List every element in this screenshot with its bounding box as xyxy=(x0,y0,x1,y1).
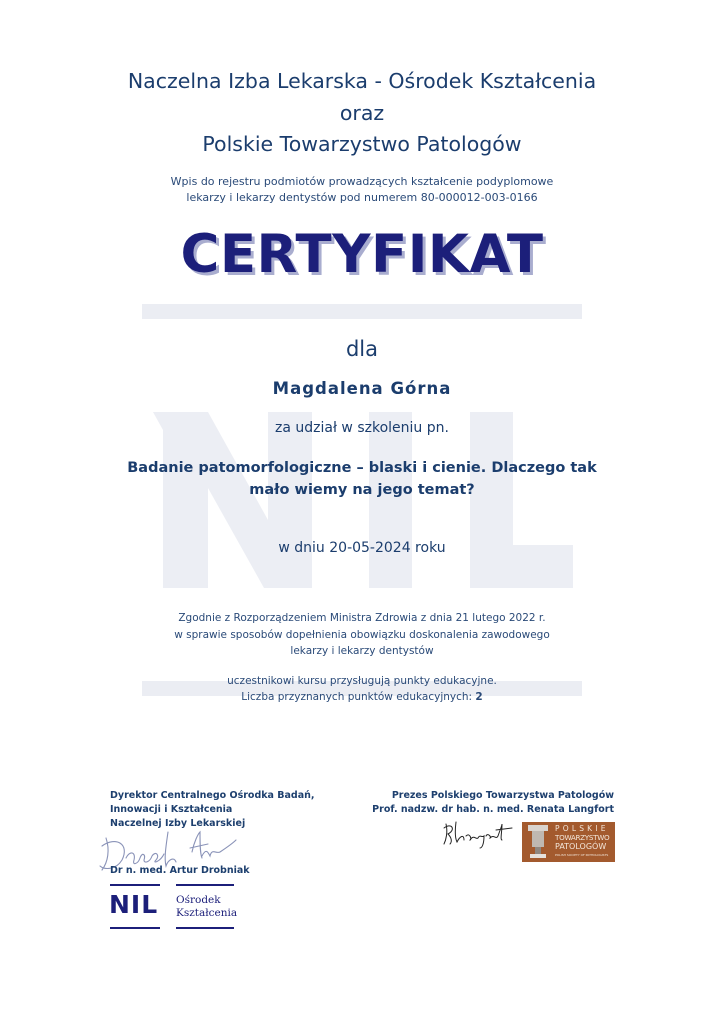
participation-label: za udział w szkoleniu pn. xyxy=(275,420,449,436)
ptp-logo-polskie: POLSKIE xyxy=(555,824,609,833)
nil-logo-osrodek: Ośrodek xyxy=(176,894,221,906)
nil-logo-line xyxy=(176,927,234,929)
nil-logo-line xyxy=(176,884,234,886)
left-signatory-title-1: Dyrektor Centralnego Ośrodka Badań, xyxy=(110,790,315,801)
for-label: dla xyxy=(345,337,379,361)
points-statement: uczestnikowi kursu przysługują punkty edukacyjne. xyxy=(227,675,497,687)
course-date: w dniu 20-05-2024 roku xyxy=(278,540,446,556)
right-signatory-title: Prezes Polskiego Towarzystwa Patologów xyxy=(391,790,614,801)
nil-logo-ksztalcenia: Kształcenia xyxy=(176,907,238,919)
decorative-band-top xyxy=(142,304,582,319)
ptp-logo xyxy=(522,822,615,862)
left-signatory-title-2: Innowacji i Kształcenia xyxy=(110,804,233,815)
nil-logo-letters: NIL xyxy=(109,890,159,919)
right-signatory-name: Prof. nadzw. dr hab. n. med. Renata Langfort xyxy=(372,804,614,815)
ptp-logo-english: POLISH SOCIETY OF PATHOLOGISTS xyxy=(555,853,609,857)
issuer-connector: oraz xyxy=(339,101,385,125)
issuer-line-2: Polskie Towarzystwo Patologów xyxy=(202,132,522,156)
legal-line-2: w sprawie sposobów dopełnienia obowiązku doskonalenia zawodowego xyxy=(174,629,550,641)
ptp-logo-patologow: PATOLOGÓW xyxy=(555,842,607,851)
recipient-name: Magdalena Górna xyxy=(272,379,452,398)
nil-logo-line xyxy=(110,927,160,929)
left-signatory-title-3: Naczelnej Izby Lekarskiej xyxy=(110,818,246,829)
legal-line-1: Zgodnie z Rozporządzeniem Ministra Zdrowia z dnia 21 lutego 2022 r. xyxy=(178,612,546,624)
right-handwritten-signature xyxy=(440,818,516,850)
microscope-icon xyxy=(526,825,552,859)
points-label: Liczba przyznanych punktów edukacyjnych: xyxy=(241,691,473,703)
nil-logo-line xyxy=(110,884,160,886)
course-title-line-1: Badanie patomorfologiczne – blaski i cienie. Dlaczego tak xyxy=(127,460,597,476)
points-value: 2 xyxy=(475,691,483,703)
points-line xyxy=(0,689,724,706)
issuer-line-1: Naczelna Izba Lekarska - Ośrodek Kształcenia xyxy=(127,69,597,93)
registry-line-1: Wpis do rejestru podmiotów prowadzących kształcenie podyplomowe xyxy=(170,175,554,188)
ptp-logo-towarzystwo: TOWARZYSTWO xyxy=(555,833,610,842)
certificate-title: CERTYFIKAT xyxy=(180,224,544,285)
registry-line-2: lekarzy i lekarzy dentystów pod numerem 80-000012-003-0166 xyxy=(186,191,538,204)
legal-line-3: lekarzy i lekarzy dentystów xyxy=(290,645,434,657)
course-title-line-2: mało wiemy na jego temat? xyxy=(249,482,475,498)
left-signatory-name: Dr n. med. Artur Drobniak xyxy=(110,865,250,876)
